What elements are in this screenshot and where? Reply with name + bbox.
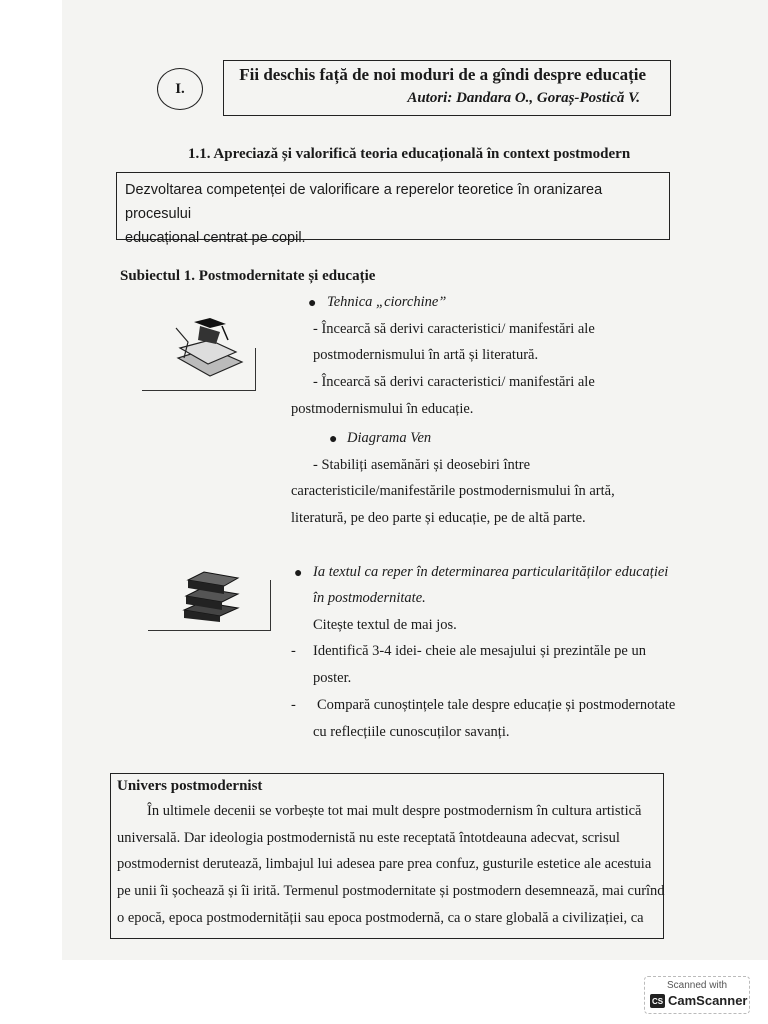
univers-text-box: [110, 773, 664, 939]
dash-marker: -: [291, 697, 296, 713]
competence-line-1: Dezvoltarea competenței de valorificare a reperelor teoretice în oranizarea procesului: [125, 182, 603, 222]
univers-line-3: postmodernist derutează, limbajul lui adesea pare prea confuz, gusturile estetice ale acestuia: [117, 856, 652, 872]
book-stack-illustration: [180, 566, 242, 622]
technique-title: Tehnica „ciorchine”: [327, 294, 447, 310]
chapter-title-box: [223, 60, 671, 116]
technique-line-3: - Încearcă să derivi caracteristici/ manifestări ale: [313, 374, 595, 390]
camscanner-brand: CamScanner: [668, 993, 748, 1008]
bullet-dot-icon: ●: [294, 566, 303, 581]
chapter-number-circle: [157, 68, 203, 110]
technique-line-2: postmodernismului în artă și literatură.: [313, 347, 539, 363]
competence-box: [116, 172, 670, 246]
reading-cite: Citește textul de mai jos.: [313, 617, 457, 633]
technique-line-4: postmodernismului în educație.: [291, 401, 474, 417]
reading-identify-line-2: poster.: [313, 670, 352, 686]
reading-compare-line-1: Compară cunoștințele tale despre educație și postmodernotate: [317, 697, 676, 713]
univers-title: Univers postmodernist: [117, 778, 263, 794]
scanned-with-label: Scanned with: [667, 980, 728, 991]
univers-line-4: pe unii îi șochează și îi irită. Termenul postmodernitate și postmodern desemnează, mai curînd: [117, 883, 665, 899]
camscanner-badge: [644, 976, 750, 1014]
technique-line-1: - Încearcă să derivi caracteristici/ manifestări ale: [313, 321, 595, 337]
section-heading: 1.1. Apreciază și valorifică teoria educațională în context postmodern: [188, 146, 631, 162]
competence-line-2: educațional centrat pe copil.: [125, 230, 306, 246]
venn-line-2: caracteristicile/manifestările postmodernismului în artă,: [291, 483, 615, 499]
univers-line-1: În ultimele decenii se vorbește tot mai mult despre postmodernism în cultura artistică: [147, 803, 642, 819]
univers-line-2: universală. Dar ideologia postmodernistă nu este receptată întotdeauna adecvat, scrisul: [117, 830, 620, 846]
reading-compare-line-2: cu reflecțiile cunoscuților savanți.: [313, 724, 510, 740]
reading-title-line-1: Ia textul ca reper în determinarea particularităților educației: [313, 564, 669, 580]
bullet-dot-icon: ●: [308, 296, 317, 311]
subject-title: Subiectul 1. Postmodernitate și educație: [120, 268, 376, 284]
venn-line-3: literatură, pe deo parte și educație, pe de altă parte.: [291, 510, 586, 526]
reading-title-line-2: în postmodernitate.: [313, 590, 426, 606]
reading-identify-line-1: Identifică 3-4 idei- cheie ale mesajului și prezintăle pe un: [313, 643, 646, 659]
venn-line-1: - Stabiliți asemănări și deosebiri între: [313, 457, 531, 473]
dash-marker: -: [291, 643, 296, 659]
bullet-dot-icon: ●: [329, 432, 338, 447]
venn-title: Diagrama Ven: [347, 430, 432, 446]
chapter-title: Fii deschis față de noi moduri de a gîndi despre educație: [239, 65, 646, 84]
chapter-authors: Autori: Dandara O., Goraș-Postică V.: [407, 90, 640, 106]
graduation-cap-books-illustration: [170, 318, 250, 384]
camscanner-logo-icon: CS: [650, 994, 665, 1008]
chapter-number: I.: [175, 80, 185, 97]
univers-line-5: o epocă, epoca postmodernității sau epoca postmodernă, ca o stare globală a civilizației, ca: [117, 910, 644, 926]
